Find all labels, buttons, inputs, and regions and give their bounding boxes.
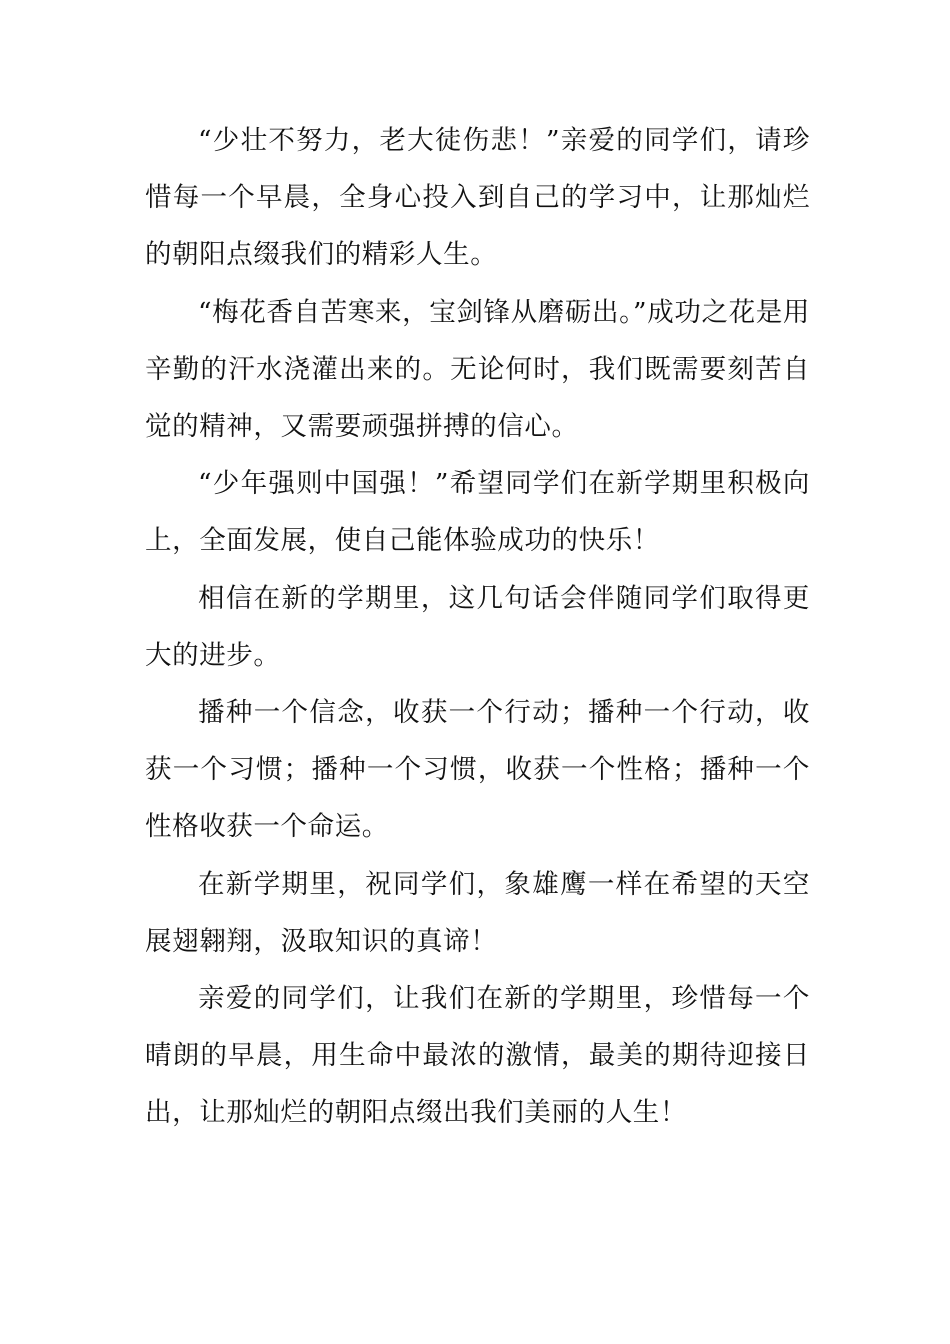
paragraph-4: 相信在新的学期里，这几句话会伴随同学们取得更大的进步。 [145,582,810,671]
paragraph-1: “少壮不努力，老大徒伤悲！”亲爱的同学们，请珍惜每一个早晨，全身心投入到自己的学习中，让那灿烂的朝阳点缀我们的精彩人生。 [145,125,810,271]
paragraph-7: 亲爱的同学们，让我们在新的学期里，珍惜每一个晴朗的早晨，用生命中最浓的激情，最美的期待迎接日出，让那灿烂的朝阳点缀出我们美丽的人生！ [145,983,810,1129]
paragraph-3: “少年强则中国强！”希望同学们在新学期里积极向上，全面发展，使自己能体验成功的快乐！ [145,468,810,557]
paragraph-2: “梅花香自苦寒来，宝剑锋从磨砺出。”成功之花是用辛勤的汗水浇灌出来的。无论何时，我们既需要刻苦自觉的精神，又需要顽强拼搏的信心。 [145,296,810,443]
document-body [145,112,810,1142]
paragraph-5: 播种一个信念，收获一个行动；播种一个行动，收获一个习惯；播种一个习惯，收获一个性格；播种一个性格收获一个命运。 [145,697,810,843]
paragraph-6: 在新学期里，祝同学们，象雄鹰一样在希望的天空展翅翱翔，汲取知识的真谛！ [145,868,810,957]
